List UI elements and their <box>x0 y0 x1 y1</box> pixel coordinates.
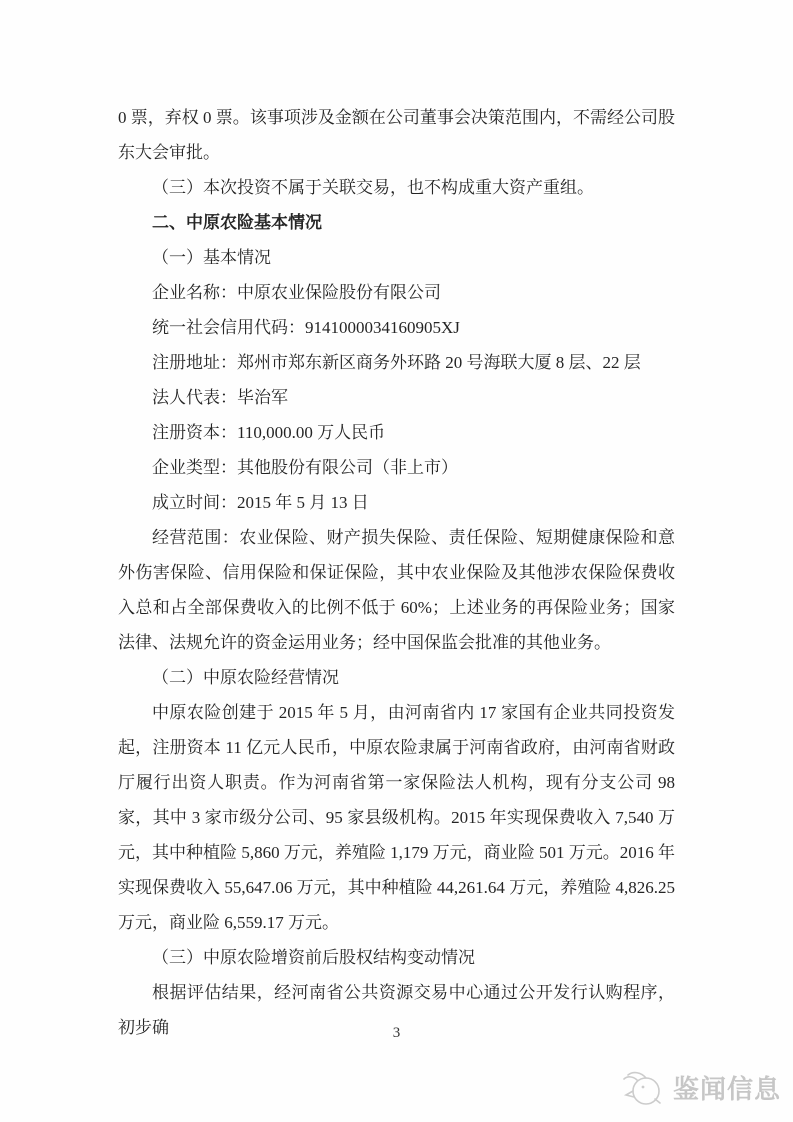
field-registered-address: 注册地址：郑州市郑东新区商务外环路 20 号海联大厦 8 层、22 层 <box>152 353 641 372</box>
field-business-scope: 经营范围：农业保险、财产损失保险、责任保险、短期健康保险和意外伤害保险、信用保险和保证保险，其中农业保险及其他涉农保险保费收入总和占全部保费收入的比例不低于 60%；上述业务的再保险业务；国家法律、法规允许的资金运用业务；经中国保监会批准的其他业务。 <box>118 528 675 652</box>
paragraph-evaluation-result: 根据评估结果，经河南省公共资源交易中心通过公开发行认购程序，初步确 <box>118 983 675 1037</box>
watermark <box>619 1066 785 1112</box>
field-establish-date: 成立时间：2015 年 5 月 13 日 <box>152 493 369 512</box>
subsection-3-equity-structure: （三）中原农险增资前后股权结构变动情况 <box>152 948 475 967</box>
field-registered-capital: 注册资本：110,000.00 万人民币 <box>152 423 386 442</box>
watermark-label: 鉴闻信息 <box>672 1074 781 1104</box>
field-legal-representative: 法人代表：毕治军 <box>152 388 288 407</box>
subsection-2-operations: （二）中原农险经营情况 <box>152 668 339 687</box>
bird-logo-icon <box>619 1066 667 1112</box>
paragraph-operations-detail: 中原农险创建于 2015 年 5 月，由河南省内 17 家国有企业共同投资发起，注册资本 11 亿元人民币，中原农险隶属于河南省政府，由河南省财政厅履行出资人职责。作为河南省第一家保险法人机构，现有分支公司 98 家，其中 3 家市级分公司、95 家县级机构。2015 年实现保费收入 7,540 万元，其中种植险 5,860 万元，养殖险 1,179 万元，商业险 501 万元。2016 年实现保费收入 55,647.06 万元，其中种植险 44,261.64 万元，养殖险 4,826.25 万元，商业险 6,559.17 万元。 <box>118 703 675 932</box>
paragraph-item-3-not-related-transaction: （三）本次投资不属于关联交易，也不构成重大资产重组。 <box>152 178 594 197</box>
page-number: 3 <box>392 1025 401 1041</box>
subsection-1-basic-info: （一）基本情况 <box>152 248 271 267</box>
field-credit-code: 统一社会信用代码：9141000034160905XJ <box>152 318 460 337</box>
field-company-name: 企业名称：中原农业保险股份有限公司 <box>152 283 441 302</box>
paragraph-vote-continuation: 0 票，弃权 0 票。该事项涉及金额在公司董事会决策范围内，不需经公司股东大会审批。 <box>118 108 675 162</box>
field-company-type: 企业类型：其他股份有限公司（非上市） <box>152 458 458 477</box>
section-heading-2-basic-info: 二、中原农险基本情况 <box>152 213 322 232</box>
document-body <box>118 100 675 1045</box>
